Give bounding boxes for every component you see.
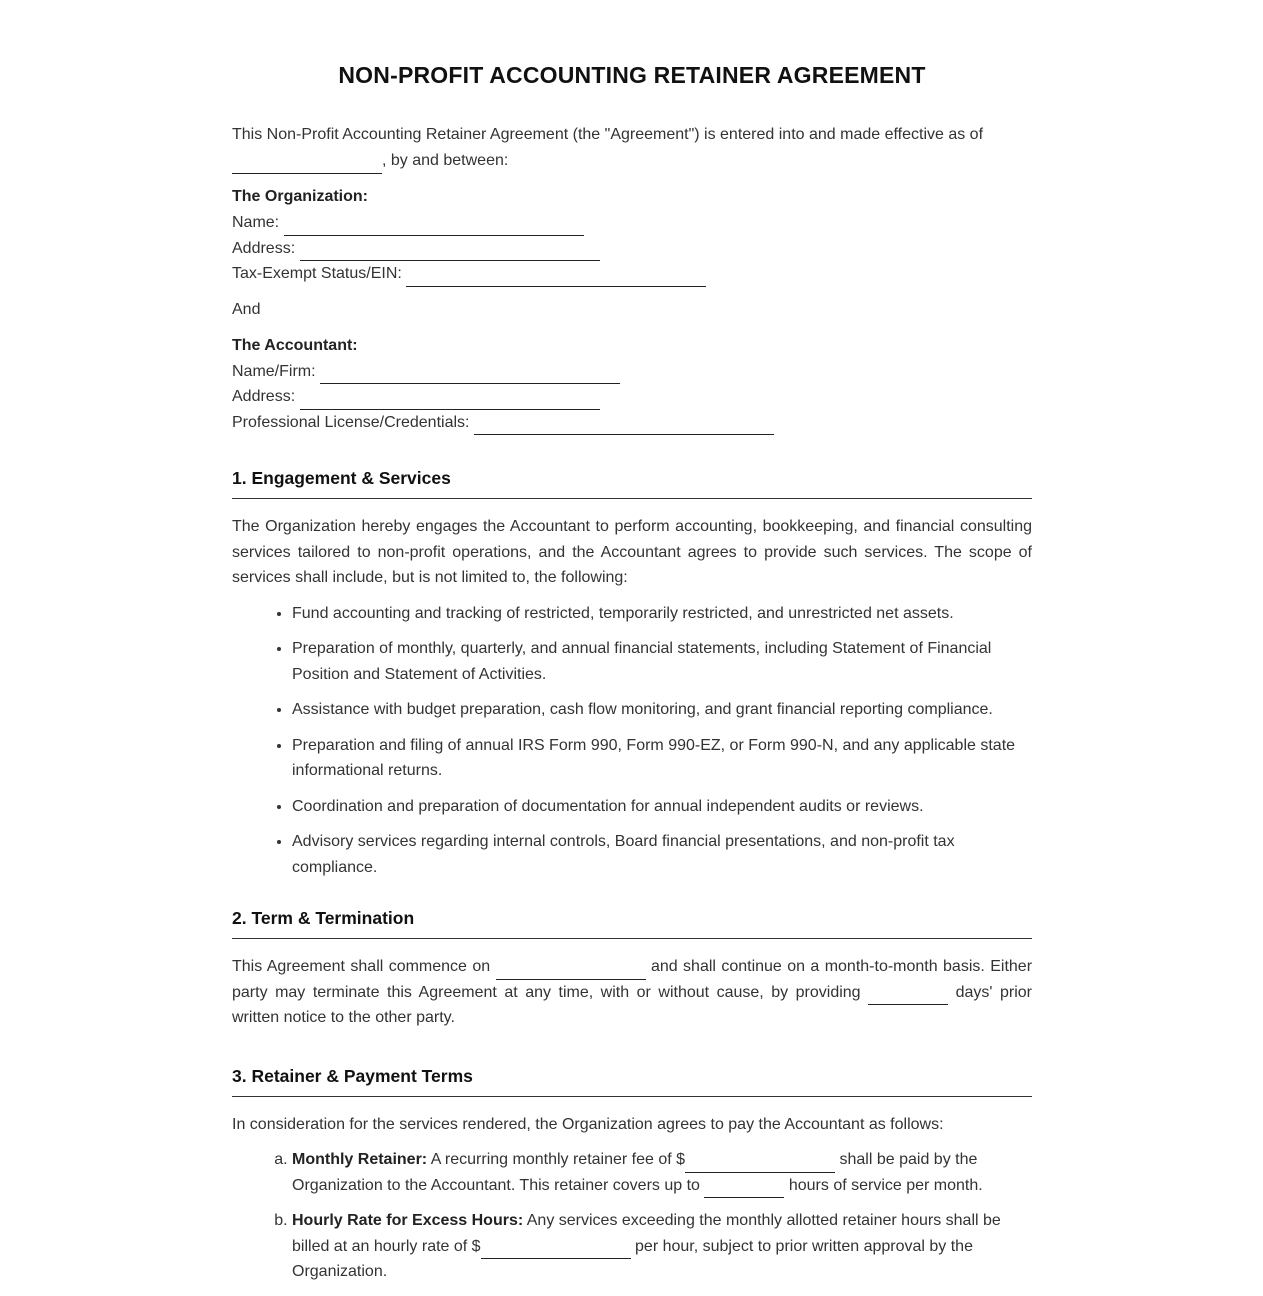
section-paragraph xyxy=(232,954,1032,1031)
hourly-rate-field[interactable] xyxy=(481,1240,631,1259)
section-paragraph: The Organization hereby engages the Accountant to perform accounting, bookkeeping, and financial consulting services tailored to non-profit operations, and the Accountant agrees to provide such services. The scope of services shall include, but is not limited to, the following: xyxy=(232,518,1032,586)
org-address-field[interactable] xyxy=(300,242,600,261)
list-item: • Advisory services regarding internal controls, Board financial presentations, and non-profit tax compliance. xyxy=(292,829,1032,880)
section-payment xyxy=(232,1065,1032,1285)
acct-license-label: Professional License/Credentials: xyxy=(232,413,470,431)
document-title: NON-PROFIT ACCOUNTING RETAINER AGREEMENT xyxy=(338,62,926,88)
term-label: Hourly Rate for Excess Hours: xyxy=(292,1212,524,1229)
section-heading: 1. Engagement & Services xyxy=(232,467,1032,499)
accountant-block xyxy=(232,333,1032,436)
term-text-2: and shall continue on a month-to-month basis. Either party may terminate this Agreement at any time, with or without cause, by providing xyxy=(232,958,1033,1001)
acct-address-label: Address: xyxy=(232,388,296,405)
term-label: Monthly Retainer: xyxy=(292,1151,428,1168)
services-list xyxy=(232,601,1032,881)
org-ein-field[interactable] xyxy=(406,268,706,287)
document-page xyxy=(232,0,1032,1285)
list-item xyxy=(292,1208,1032,1285)
acct-address-field[interactable] xyxy=(300,391,600,410)
effective-date-field[interactable] xyxy=(232,155,382,174)
list-item: • Preparation and filing of annual IRS Form 990, Form 990-EZ, or Form 990-N, and any applicable state informational returns. xyxy=(292,733,1032,784)
org-name-label: Name: xyxy=(232,214,280,231)
accountant-heading: The Accountant: xyxy=(232,336,358,354)
acct-license-field[interactable] xyxy=(474,416,774,435)
section-engagement xyxy=(232,467,1032,880)
list-item: • Preparation of monthly, quarterly, and annual financial statements, including Statement of Financial Position and Statement of Activities. xyxy=(292,636,1032,687)
list-item: • Coordination and preparation of documentation for annual independent audits or reviews. xyxy=(292,794,1032,820)
intro-text: This Non-Profit Accounting Retainer Agreement (the "Agreement") is entered into and made effective as of xyxy=(232,126,984,143)
retainer-fee-field[interactable] xyxy=(685,1154,835,1173)
organization-heading: The Organization: xyxy=(232,188,368,205)
term-text: A recurring monthly retainer fee of $ xyxy=(430,1151,686,1168)
list-item: • Fund accounting and tracking of restricted, temporarily restricted, and unrestricted net assets. xyxy=(292,601,1032,627)
org-ein-label: Tax-Exempt Status/EIN: xyxy=(232,265,402,282)
notice-days-field[interactable] xyxy=(868,986,948,1005)
list-item: • Assistance with budget preparation, cash flow monitoring, and grant financial reporting compliance. xyxy=(292,697,1032,723)
term-text-1: This Agreement shall commence on xyxy=(232,958,491,975)
payment-terms-list xyxy=(232,1147,1032,1285)
acct-name-label: Name/Firm: xyxy=(232,362,316,380)
org-address-label: Address: xyxy=(232,239,296,257)
org-name-field[interactable] xyxy=(284,217,584,236)
section-heading: 2. Term & Termination xyxy=(232,907,1032,939)
intro-text-after: , by and between: xyxy=(382,152,509,169)
section-term xyxy=(232,907,1032,1031)
retainer-hours-field[interactable] xyxy=(704,1179,784,1198)
term-text-3: days' prior written notice to the other party. xyxy=(232,983,1032,1026)
section-heading: 3. Retainer & Payment Terms xyxy=(232,1065,1032,1097)
intro-paragraph xyxy=(232,122,1032,174)
acct-name-field[interactable] xyxy=(320,365,620,384)
term-text: Any services exceeding the monthly allotted retainer hours shall be billed at an hourly rate of $ xyxy=(292,1212,1001,1255)
term-text: per hour, subject to prior written approval by the Organization. xyxy=(292,1237,973,1280)
commence-date-field[interactable] xyxy=(496,961,646,980)
organization-block xyxy=(232,184,1032,287)
and-label: And xyxy=(232,300,261,318)
list-item xyxy=(292,1147,1032,1198)
term-text: shall be paid by the Organization to the Accountant. This retainer covers up to xyxy=(292,1151,978,1194)
term-text: hours of service per month. xyxy=(788,1176,983,1194)
section-paragraph: In consideration for the services rendered, the Organization agrees to pay the Accountant as follows: xyxy=(232,1115,944,1133)
